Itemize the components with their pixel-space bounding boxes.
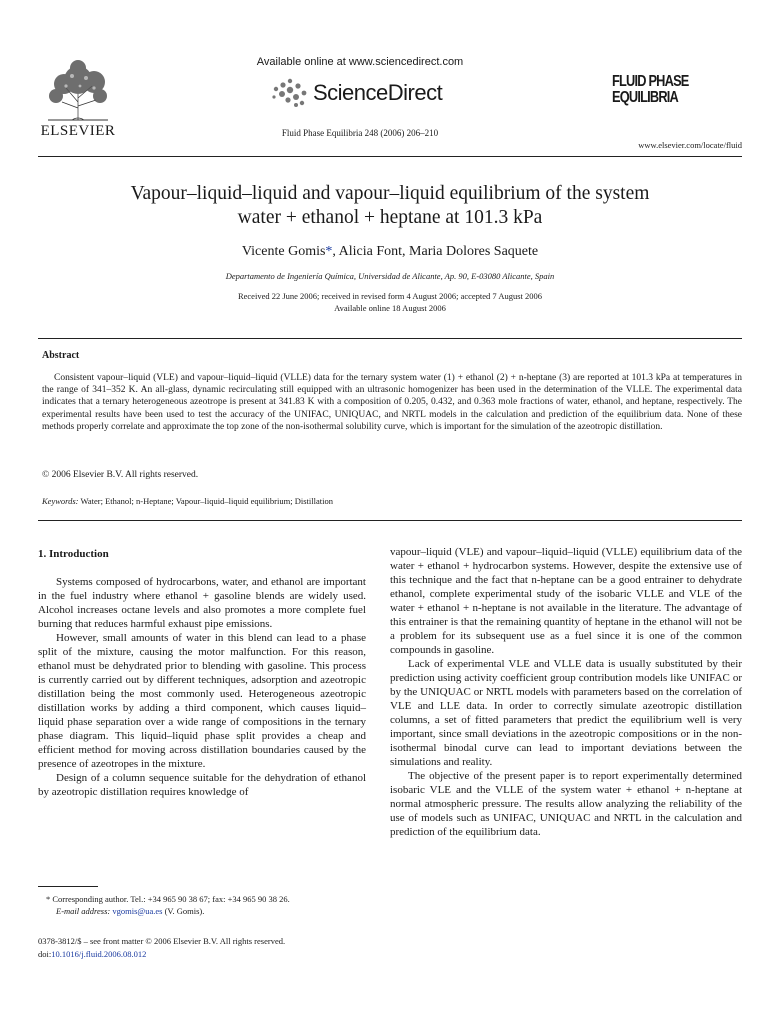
footnote-divider (38, 886, 98, 887)
email-link[interactable]: vgomis@ua.es (112, 906, 163, 916)
intro-paragraph-6: The objective of the present paper is to report experimentally determined isobaric VLE and the VLLE of the system water + ethanol + n-heptane at normal atmospheric pressure. The results allow analyzing the reliability of the use of models such as UNIFAC, UNIQUAC and NRTL in the calculation and prediction of the equilibrium data. (390, 770, 742, 838)
intro-paragraph-5: Lack of experimental VLE and VLLE data is usually substituted by their prediction using activity coefficient group contribution models like UNIFAC or by the UNIQUAC or NRTL models with parameters based on the correlation of VLE and LLE data. In order to correctly simulate azeotropic distillation columns, a set of fitted parameters that predict the equilibrium well is very important, since small deviations in the azeotropic compositions or in the non-isothermal binodal curve can lead to important deviations between the simulations and reality. (390, 658, 742, 768)
available-online-text: Available online at www.sciencedirect.com (256, 56, 464, 68)
email-label: E-mail address: (56, 906, 111, 916)
section-heading-introduction: 1. Introduction (38, 548, 109, 560)
doi-label: doi: (38, 949, 52, 959)
abstract-heading: Abstract (42, 350, 80, 361)
abstract-bottom-divider (38, 520, 742, 521)
article-title (38, 182, 742, 230)
journal-logo-line1: FLUID PHASE (612, 73, 689, 90)
journal-url-link[interactable]: www.elsevier.com/locate/fluid (638, 140, 742, 150)
abstract-copyright: © 2006 Elsevier B.V. All rights reserved. (42, 470, 199, 480)
keywords-list: Water; Ethanol; n-Heptane; Vapour–liquid–liquid equilibrium; Distillation (80, 496, 333, 506)
article-dates (38, 290, 742, 314)
abstract-top-divider (38, 338, 742, 339)
received-dates: Received 22 June 2006; received in revised form 4 August 2006; accepted 7 August 2006 (237, 291, 543, 301)
corresponding-author-marker[interactable]: * (325, 244, 333, 259)
title-line-1: Vapour–liquid–liquid and vapour–liquid equilibrium of the system (130, 183, 650, 204)
intro-paragraph-4: vapour–liquid (VLE) and vapour–liquid–liquid (VLLE) equilibrium data of the water + ethanol + hydrocarbon systems. However, despite the extensive use of this technique and the fact that n-heptane can be a good entrainer to dehydrate ethanol, complete experimental study of the isobaric VLLE and VLE of the water + ethanol + n-heptane is not available in the literature. The advantage of this entrainer is that the remaining quantity of heptane in the ethanol will not be a problem for its subsequent use as a fuel since it is one of the common compounds in gasoline. (390, 546, 742, 656)
corresponding-author-footnote (46, 893, 376, 917)
affiliation: Departamento de Ingeniería Química, Universidad de Alicante, Ap. 90, E-03080 Alicante, Spain (225, 271, 555, 281)
publisher-name: ELSEVIER (40, 123, 116, 139)
journal-reference: Fluid Phase Equilibria 248 (2006) 206–210 (281, 128, 439, 138)
intro-paragraph-3: Design of a column sequence suitable for the dehydration of ethanol by azeotropic distillation requires knowledge of (38, 772, 366, 798)
front-matter-text: 0378-3812/$ – see front matter © 2006 Elsevier B.V. All rights reserved. (38, 936, 286, 946)
other-authors: , Alicia Font, Maria Dolores Saquete (332, 244, 539, 259)
doi-link[interactable]: 10.1016/j.fluid.2006.08.012 (51, 949, 147, 959)
left-column (38, 547, 366, 799)
title-line-2: water + ethanol + heptane at 101.3 kPa (237, 207, 543, 228)
abstract-body: Consistent vapour–liquid (VLE) and vapour–liquid–liquid (VLLE) data for the ternary system water (1) + ethanol (2) + n-heptane (3) are reported at 101.3 kPa at temperatures in the range of 341–352 K. An all-glass, dynamic recirculating still equipped with an ultrasonic homogenizer has been used in the determination of the VLLE. The experimental data indicates that a ternary heterogeneous azeotrope is present at 341.83 K with a composition of 0.205, 0.432, and 0.363 mole fractions of water, ethanol, and heptane, respectively. The experimental results have been used to test the accuracy of the UNIFAC, UNIQUAC, and NRTL models in the calculation and prediction of the equilibrium data. None of these methods properly correlate and approximate the top zone of the non-isothermal solubility curve, which is important for the simulation of the azeotropic distillation. (42, 373, 742, 432)
intro-paragraph-2: However, small amounts of water in this blend can lead to a phase split of the mixture, causing the motor malfunction. For this reason, ethanol must be dehydrated prior to blending with gasoline. This process is currently carried out by different techniques, adsorption and azeotropic distillation being the most commonly used. Heterogeneous azeotropic distillation works by adding a third component, which causes liquid–liquid phase separation over a wide range of compositions in the ternary phase diagram. This liquid–liquid phase split provides a cheap and efficient method for moving across distillation boundaries caused by the presence of azeotropes in the mixture. (38, 632, 366, 770)
intro-paragraph-1: Systems composed of hydrocarbons, water, and ethanol are important in the fuel industry where ethanol + gasoline blends are widely used. Alcohol increases octane levels and also promotes a more complete fuel burning that reduces harmful exhaust pipe emissions. (38, 576, 366, 630)
keywords (42, 496, 333, 506)
available-online-date: Available online 18 August 2006 (334, 303, 446, 313)
email-suffix: (V. Gomis). (162, 906, 205, 916)
header-divider (38, 156, 742, 157)
front-matter (38, 935, 378, 961)
keywords-label: Keywords: (42, 496, 79, 506)
authors (38, 244, 742, 260)
author-gomis: Vicente Gomis (241, 244, 326, 259)
footnote-contact: * Corresponding author. Tel.: +34 965 90 38 67; fax: +34 965 90 38 26. (46, 894, 290, 904)
sciencedirect-wordmark: ScienceDirect (313, 80, 443, 105)
right-column (390, 545, 742, 839)
journal-logo (612, 74, 700, 106)
journal-logo-line2: EQUILIBRIA (612, 89, 678, 106)
